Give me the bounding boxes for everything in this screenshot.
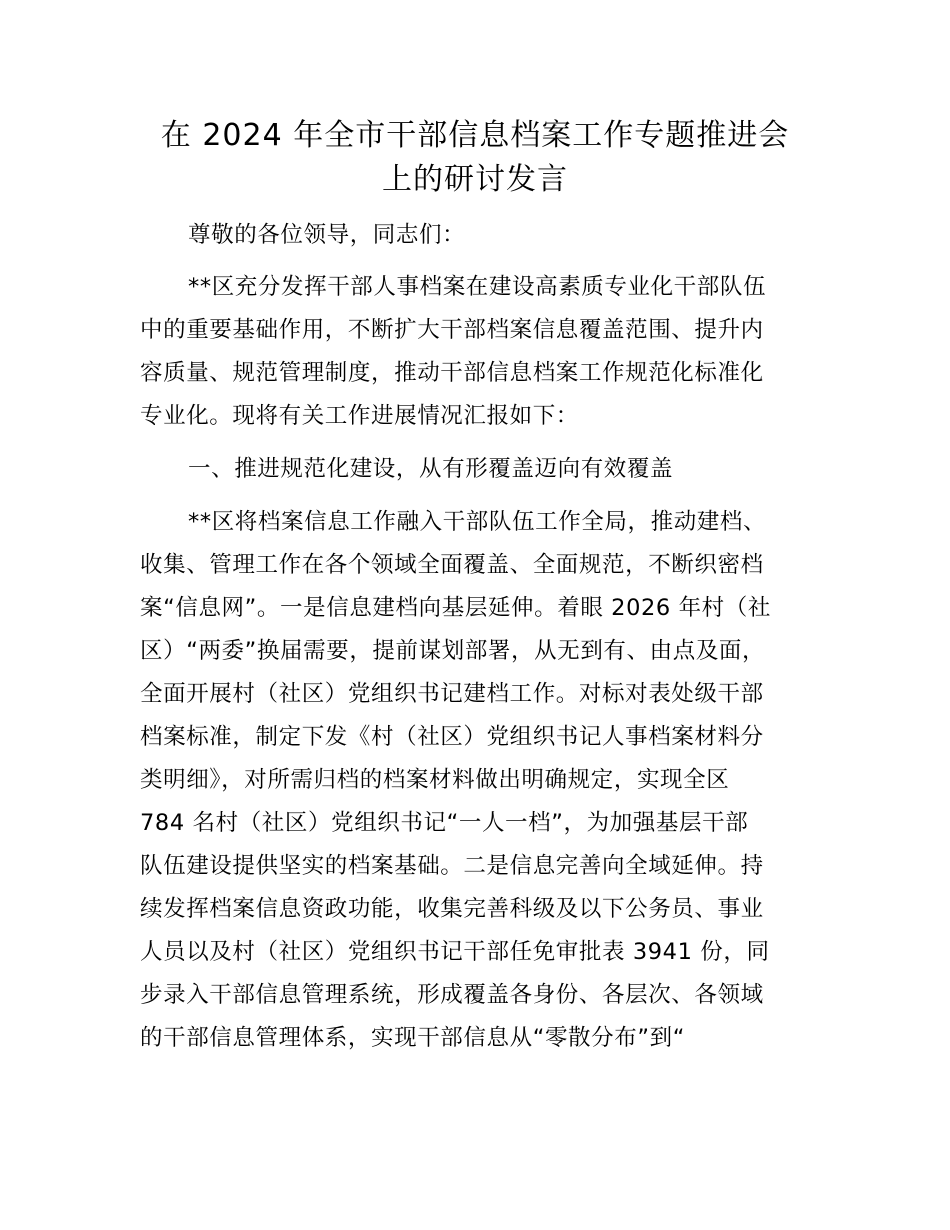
paragraph2-line: 收集、管理工作在各个领域全面覆盖、全面规范，不断织密档	[140, 552, 764, 578]
paragraph2-line: 档案标准，制定下发《村（社区）党组织书记人事档案材料分	[140, 724, 764, 750]
paragraph1-line: 专业化。现将有关工作进展情况汇报如下：	[140, 403, 579, 429]
paragraph2-line: 区）“两委”换届需要，提前谋划部署，从无到有、由点及面，	[140, 638, 766, 664]
greeting: 尊敬的各位领导，同志们：	[188, 222, 466, 248]
paragraph1-line: 容质量、规范管理制度，推动干部信息档案工作规范化标准化	[140, 360, 764, 386]
paragraph2-line: 续发挥档案信息资政功能，收集完善科级及以下公务员、事业	[140, 896, 764, 922]
paragraph2-line: 案“信息网”。一是信息建档向基层延伸。着眼 2026 年村（社	[140, 595, 771, 621]
paragraph2-line: 步录入干部信息管理系统，形成覆盖各身份、各层次、各领域	[140, 982, 764, 1008]
paragraph2-line: 的干部信息管理体系，实现干部信息从“零散分布”到“	[140, 1025, 685, 1051]
paragraph2-line: 784 名村（社区）党组织书记“一人一档”，为加强基层干部	[140, 810, 749, 836]
paragraph2-line: 队伍建设提供坚实的档案基础。二是信息完善向全域延伸。持	[140, 853, 764, 879]
paragraph2-line: **区将档案信息工作融入干部队伍工作全局，推动建档、	[188, 509, 767, 535]
paragraph2-line: 全面开展村（社区）党组织书记建档工作。对标对表处级干部	[140, 681, 764, 707]
title-line-1: 在 2024 年全市干部信息档案工作专题推进会	[160, 118, 790, 153]
paragraph1-line: 中的重要基础作用，不断扩大干部档案信息覆盖范围、提升内	[140, 317, 764, 343]
paragraph2-line: 类明细》，对所需归档的档案材料做出明确规定，实现全区	[140, 767, 730, 793]
paragraph2-line: 人员以及村（社区）党组织书记干部任免审批表 3941 份，同	[140, 939, 770, 965]
section-heading-1: 一、推进规范化建设，从有形覆盖迈向有效覆盖	[188, 456, 674, 482]
title-line-2: 上的研讨发言	[382, 162, 568, 197]
paragraph1-line: **区充分发挥干部人事档案在建设高素质专业化干部队伍	[188, 274, 767, 300]
